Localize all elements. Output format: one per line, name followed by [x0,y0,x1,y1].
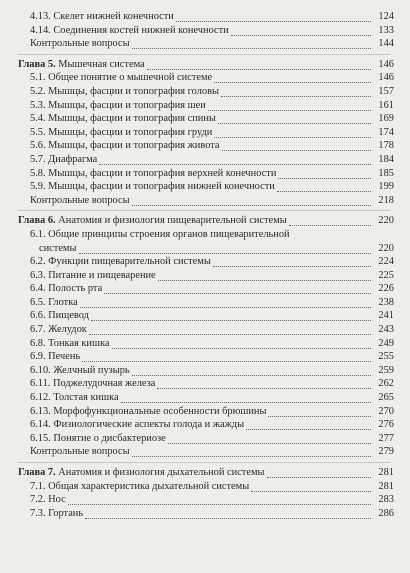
toc-entry[interactable] [0,126,410,140]
dot-leader [147,58,371,70]
dot-leader [289,214,371,226]
page-number: 259 [378,364,394,376]
toc-entry-title: 5.7. Диафрагма [30,153,98,165]
table-of-contents [0,10,410,520]
page-number: 281 [378,480,394,492]
toc-entry-title: 4.14. Соединения костей нижней конечности [30,24,229,36]
toc-entry[interactable] [0,323,410,337]
page-number: 265 [378,392,394,404]
toc-entry-title: 6.4. Полость рта [30,283,103,295]
page-number: 283 [378,494,394,506]
toc-entry[interactable] [0,10,410,24]
toc-entry-title: 5.5. Мышцы, фасции и топография груди [30,126,213,138]
dot-leader [157,377,371,389]
dot-leader [208,99,371,111]
toc-entry[interactable] [0,194,410,208]
toc-entry-title: 6.6. Пищевод [30,310,89,322]
dot-leader [267,466,371,478]
dot-leader [158,269,371,281]
toc-entry-heading [18,214,287,228]
toc-entry[interactable] [0,228,410,242]
toc-entry-title: 6.8. Тонкая кишка [30,337,110,349]
toc-entry-title: Контрольные вопросы [30,194,130,206]
toc-entry-title: 6.14. Физиологические аспекты голода и жажды [30,419,245,431]
toc-chapter-entry[interactable] [0,58,410,72]
toc-entry-title: 7.2. Нос [30,494,66,506]
page-number: 241 [378,310,394,322]
chapter-title: Анатомия и физиология пищеварительной системы [58,215,287,227]
toc-entry-title: 4.13. Скелет нижней конечности [30,11,174,22]
toc-chapter-entry[interactable] [0,214,410,228]
section-separator [0,51,410,58]
toc-entry-title: Контрольные вопросы [30,38,130,50]
page-number: 277 [378,432,394,444]
toc-entry[interactable] [0,269,410,283]
dot-leader [214,71,371,83]
page-number: 276 [378,419,394,431]
dot-leader [132,445,371,457]
dot-leader [68,493,371,505]
toc-entry-heading [18,58,145,72]
page-number: 243 [378,324,394,336]
page-number: 286 [378,507,394,519]
page-number: 262 [378,378,394,390]
toc-entry-title: системы [39,242,77,254]
dot-leader [80,296,371,308]
page-number: 174 [378,126,394,138]
chapter-label: Глава 5. [18,58,56,70]
toc-entry[interactable] [0,507,410,521]
toc-entry-title: 5.3. Мышцы, фасции и топография шеи [30,99,206,111]
page-number: 279 [378,446,394,458]
dot-leader [89,323,371,335]
dot-leader [132,364,371,376]
toc-entry-title: 6.2. Функции пищеварительной системы [30,256,211,268]
dot-leader [176,10,371,22]
toc-entry[interactable] [0,445,410,459]
section-separator [0,207,410,214]
toc-entry[interactable] [0,418,410,432]
page-number: 146 [378,72,394,84]
dot-leader [132,37,371,49]
page-number: 226 [378,283,394,295]
toc-entry-title: 6.11. Поджелудочная железа [30,378,156,390]
page-number: 133 [378,24,394,36]
toc-entry-title: 6.9. Печень [30,351,81,363]
dot-leader [112,337,371,349]
toc-entry-title: 5.8. Мышцы, фасции и топография верхней конечности [30,167,277,179]
toc-entry-title: 5.2. Мышцы, фасции и топография головы [30,85,219,97]
toc-entry[interactable] [0,377,410,391]
toc-entry[interactable] [0,432,410,446]
page-number: 144 [378,38,394,50]
toc-entry-title: 6.10. Желчный пузырь [30,364,130,376]
toc-entry[interactable] [0,255,410,269]
toc-entry-title: 6.7. Желудок [30,324,87,336]
page-number: 157 [378,85,394,97]
toc-entry[interactable] [0,296,410,310]
dot-leader [104,282,371,294]
page-number: 178 [378,140,394,152]
dot-leader [246,418,371,430]
toc-entry[interactable] [0,180,410,194]
dot-leader [121,391,371,403]
toc-entry[interactable] [0,337,410,351]
page-number: 220 [378,215,394,227]
dot-leader [168,432,371,444]
toc-entry[interactable] [0,282,410,296]
dot-leader [91,309,371,321]
page-number: 185 [378,167,394,179]
dot-leader [85,507,371,519]
dot-leader [222,139,371,151]
toc-entry-title: 5.6. Мышцы, фасции и топография живота [30,140,220,152]
page-number: 169 [378,113,394,125]
page-number: 281 [378,467,394,478]
toc-entry-title: 5.4. Мышцы, фасции и топография спины [30,113,216,125]
page-number: 220 [378,242,394,254]
page-number: 225 [378,269,394,281]
dot-leader [218,112,371,124]
dot-leader [99,153,371,165]
toc-entry-title: 7.1. Общая характеристика дыхательной системы [30,480,250,492]
chapter-title: Анатомия и физиология дыхательной системы [58,467,265,478]
toc-entry[interactable] [0,242,410,256]
dot-leader [132,194,371,206]
page-number: 270 [378,405,394,417]
page-number: 161 [378,99,394,111]
page-number: 218 [378,194,394,206]
toc-entry-title: 6.5. Глотка [30,296,78,308]
page-number: 238 [378,296,394,308]
toc-entry[interactable] [0,350,410,364]
dot-leader [231,24,371,36]
toc-entry-title: 7.3. Гортань [30,507,84,519]
toc-entry-title: 5.1. Общее понятие о мышечной системе [30,72,213,84]
toc-entry[interactable] [0,71,410,85]
toc-entry[interactable] [0,24,410,38]
page-number: 249 [378,337,394,349]
chapter-title: Мышечная система [58,58,145,70]
dot-leader [79,242,371,254]
dot-leader [82,350,371,362]
chapter-label: Глава 7. [18,467,56,478]
dot-leader [277,180,371,192]
page-number: 184 [378,153,394,165]
toc-entry-title: 6.3. Питание и пищеварение [30,269,156,281]
page-number: 224 [378,256,394,268]
toc-entry-title: 5.9. Мышцы, фасции и топография нижней конечности [30,181,275,193]
page-number: 124 [378,11,394,22]
toc-entry[interactable] [0,405,410,419]
dot-leader [278,167,371,179]
page-number: 199 [378,181,394,193]
toc-entry[interactable] [0,480,410,494]
toc-entry-title: 6.15. Понятие о дисбактериозе [30,432,166,444]
dot-leader [221,85,371,97]
toc-entry-title: 6.1. Общие принципы строения органов пищеварительной [30,228,290,240]
toc-entry[interactable] [0,493,410,507]
toc-entry[interactable] [0,99,410,113]
toc-chapter-entry[interactable] [0,466,410,480]
section-separator [0,459,410,466]
toc-entry[interactable] [0,364,410,378]
chapter-label: Глава 6. [18,215,56,227]
dot-leader [251,480,371,492]
dot-leader [268,405,371,417]
toc-entry[interactable] [0,139,410,153]
toc-entry[interactable] [0,37,410,51]
toc-entry-heading [18,466,265,480]
page-number: 255 [378,351,394,363]
dot-leader [214,126,371,138]
toc-entry[interactable] [0,85,410,99]
page-number: 146 [378,58,394,70]
toc-entry[interactable] [0,112,410,126]
toc-entry-title: 6.12. Толстая кишка [30,392,119,404]
toc-entry[interactable] [0,153,410,167]
toc-entry-title: Контрольные вопросы [30,446,130,458]
toc-entry[interactable] [0,391,410,405]
toc-entry[interactable] [0,309,410,323]
dot-leader [213,255,371,267]
toc-entry[interactable] [0,167,410,181]
toc-entry-title: 6.13. Морфофункциональные особенности брюшины [30,405,267,417]
